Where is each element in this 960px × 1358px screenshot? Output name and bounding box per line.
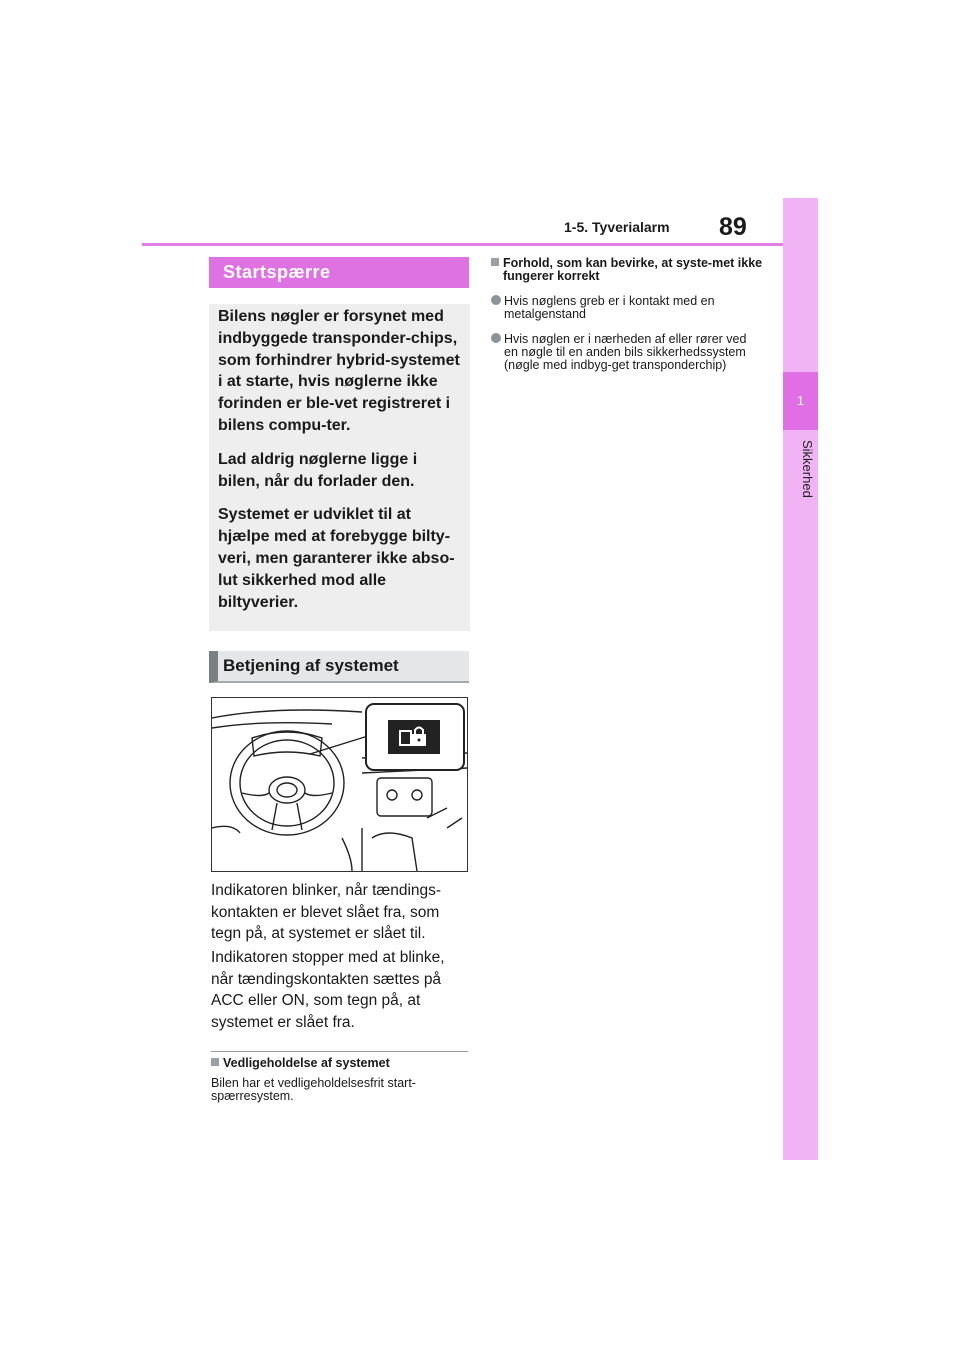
chapter-number: 1 bbox=[783, 372, 818, 430]
right-heading-text: Forhold, som kan bevirke, at syste-met ikke fungerer korrekt bbox=[503, 256, 763, 283]
square-bullet-icon bbox=[211, 1058, 219, 1066]
intro-box bbox=[209, 304, 470, 631]
section-heading-betjening: Betjening af systemet bbox=[209, 651, 469, 683]
section-title: 1-5. Tyverialarm bbox=[564, 219, 670, 235]
header-rule bbox=[142, 243, 783, 246]
sub-heading bbox=[211, 1057, 469, 1070]
bullet-dot-icon bbox=[491, 333, 501, 343]
body-paragraph: Indikatoren blinker, når tændings-kontakten er blevet slået fra, som tegn på, at systemet er slået til. bbox=[211, 882, 442, 942]
page-number: 89 bbox=[719, 213, 747, 241]
bullet-text: Hvis nøglen er i nærheden af eller rører ved en nøgle til en anden bils sikkerhedssystem (nøgle med indbyg-get transponderchip) bbox=[504, 332, 747, 372]
body-paragraph: Indikatoren stopper med at blinke, når tændingskontakten sættes på ACC eller ON, som tegn på, at systemet er slået fra. bbox=[211, 949, 445, 1031]
bullet-text: Hvis nøglens greb er i kontakt med en metalgenstand bbox=[504, 294, 715, 321]
bullet-item bbox=[491, 295, 753, 321]
sub-text: Bilen har et vedligeholdelsesfrit start-spærresystem. bbox=[211, 1076, 416, 1103]
divider bbox=[211, 1051, 468, 1052]
intro-paragraph: Systemet er udviklet til at hjælpe med at forebygge bilty-veri, men garanterer ikke abso-lut sikkerhed mod alle biltyverier. bbox=[218, 506, 455, 611]
intro-paragraph: Lad aldrig nøglerne ligge i bilen, når du forlader den. bbox=[218, 450, 418, 490]
chapter-label: Sikkerhed bbox=[800, 440, 815, 498]
right-heading bbox=[491, 257, 765, 283]
bullet-item bbox=[491, 333, 753, 372]
dashboard-drawing bbox=[212, 698, 467, 871]
dashboard-illustration bbox=[211, 697, 468, 872]
intro-paragraph: Bilens nøgler er forsynet med indbyggede transponder-chips, som forhindrer hybrid-systemet i at starte, hvis nøglerne ikke forinden er ble-vet registreret i bilens compu-ter. bbox=[218, 308, 460, 434]
sub-heading-text: Vedligeholdelse af systemet bbox=[223, 1056, 390, 1070]
bullet-dot-icon bbox=[491, 295, 501, 305]
square-bullet-icon bbox=[491, 258, 499, 266]
section-heading-startspaerre: Startspærre bbox=[209, 257, 469, 288]
chapter-side-tab bbox=[783, 198, 818, 1160]
